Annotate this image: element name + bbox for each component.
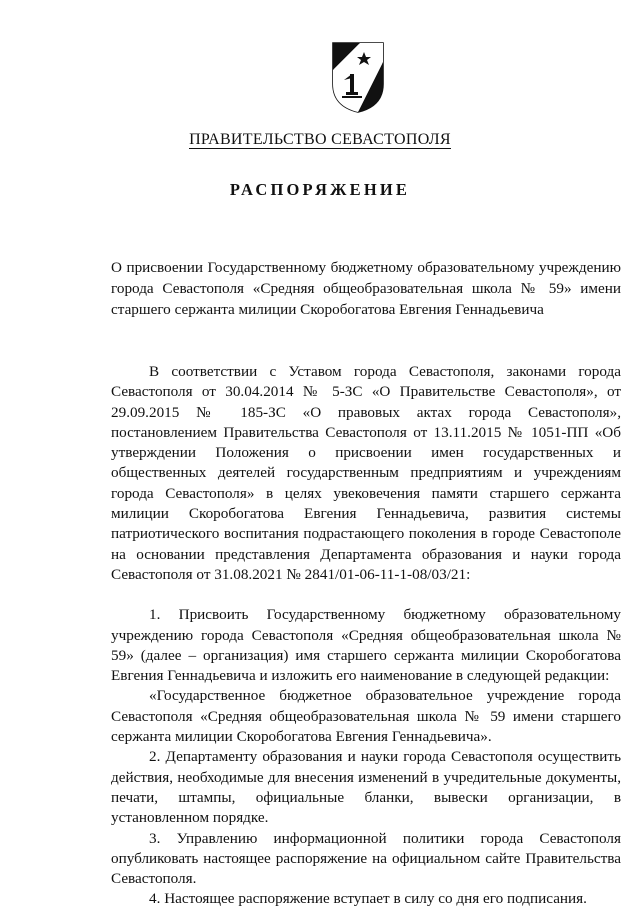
item-paragraph-1: 1. Присвоить Государственному бюджетному образовательному учреждению города Севастополя «Средняя общеобразовательная школа № 59» (далее – организация) имя старшего сержанта милиции Скоробогатова Евгения Геннадьевича и изложить его наименование в следующей редакции:: [111, 606, 621, 685]
preamble-paragraph: В соответствии с Уставом города Севастополя, законами города Севастополя от 30.04.2014 № 5-ЗС «О Правительстве Севастополя», от 29.09.2015 № 185-ЗС «О правовых актах города Севастополя», постановлением Правительства Севастополя от 13.11.2015 № 1051-ПП «Об утверждении Положения о присвоении имен государственных и общественных деятелей государственным предприятиям и учреждениям города Севастополя» в целях увековечения памяти старшего сержанта милиции Скоробогатова Евгения Геннадьевича, развития системы патриотического воспитания подрастающего поколения в городе Севастополе на основании представления Департамента образования и науки города Севастополя от 31.08.2021 № 2841/01-06-11-1-08/03/21:: [111, 363, 621, 583]
government-title: [0, 131, 640, 149]
document-type-heading: РАСПОРЯЖЕНИЕ: [229, 180, 411, 199]
item-paragraph-2: 2. Департаменту образования и науки города Севастополя осуществить действия, необходимые для внесения изменений в учредительные документы, печати, штампы, официальные бланки, вывески организации, в установленном порядке.: [111, 748, 621, 827]
government-title-text: ПРАВИТЕЛЬСТВО СЕВАСТОПОЛЯ: [189, 131, 451, 148]
item-paragraph-4: 4. Настоящее распоряжение вступает в силу со дня его подписания.: [149, 890, 587, 908]
document-subject: О присвоении Государственному бюджетному образовательному учреждению города Севастополя «Средняя общеобразовательная школа № 59» имени старшего сержанта милиции Скоробогатова Евгения Геннадьевича: [111, 259, 621, 318]
sevastopol-coat-of-arms-icon: [330, 40, 386, 114]
item-paragraph-3: 3. Управлению информационной политики города Севастополя опубликовать настоящее распоряжение на официальном сайте Правительства Севастополя.: [111, 829, 621, 888]
item-paragraph-quote: «Государственное бюджетное образовательное учреждение города Севастополя «Средняя общеобразовательная школа № 59 имени старшего сержанта милиции Скоробогатова Евгения Геннадьевича».: [111, 687, 621, 746]
document-body: [111, 362, 621, 910]
